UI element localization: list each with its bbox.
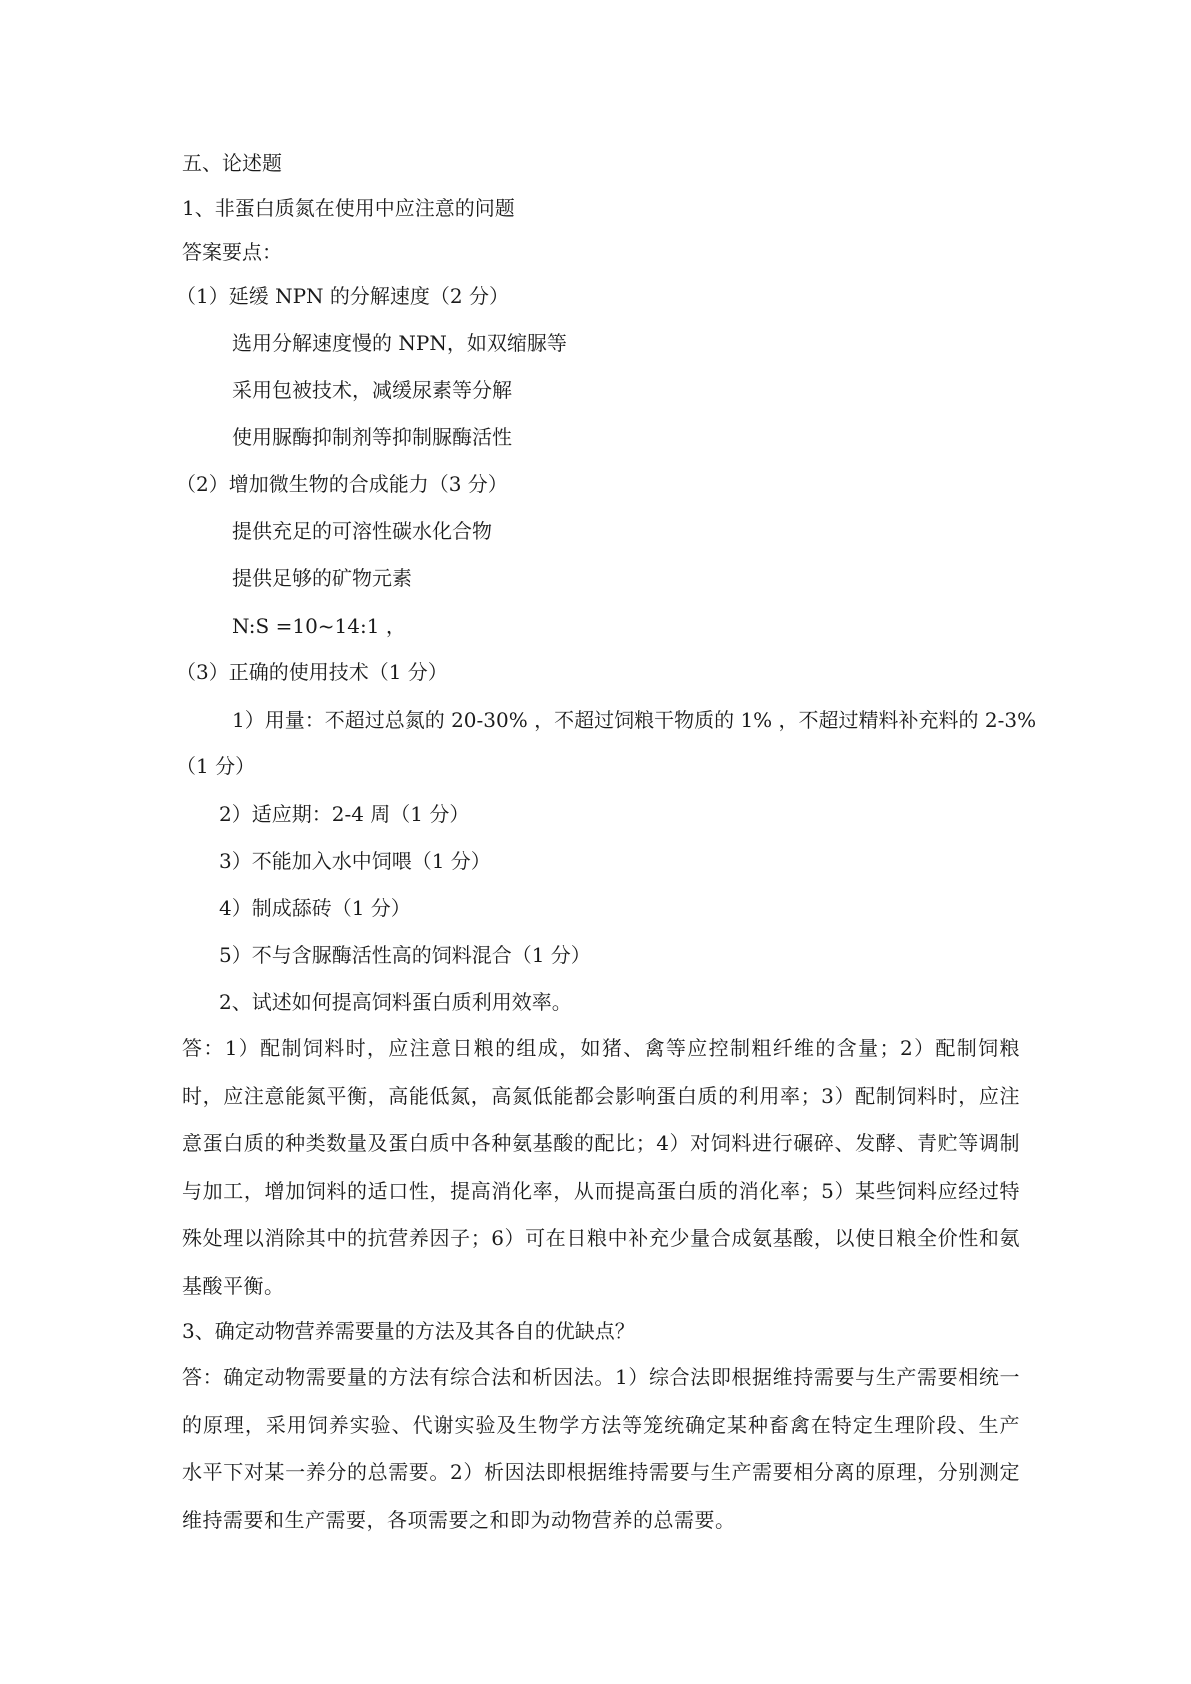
point-3-item: 4）制成舔砖（1 分）	[219, 896, 411, 920]
question-1-title: 1、非蛋白质氮在使用中应注意的问题	[182, 196, 515, 220]
answer-label: 答案要点：	[182, 240, 282, 264]
point-3-heading: （3）正确的使用技术（1 分）	[176, 660, 448, 684]
question-3-title: 3、确定动物营养需要量的方法及其各自的优缺点？	[182, 1319, 635, 1343]
point-1-item: 选用分解速度慢的 NPN，如双缩脲等	[232, 331, 567, 355]
point-3-item: 1）用量：不超过总氮的 20-30% ，不超过饲粮干物质的 1% ，不超过精料补充料的 2-3%	[232, 708, 1037, 732]
question-2-title: 2、试述如何提高饲料蛋白质利用效率。	[219, 990, 572, 1014]
point-1-item: 使用脲酶抑制剂等抑制脲酶活性	[232, 425, 512, 449]
point-3-item: 2）适应期：2-4 周（1 分）	[219, 802, 470, 826]
point-3-item: 3）不能加入水中饲喂（1 分）	[219, 849, 491, 873]
point-2-item: N:S =10~14:1 ，	[232, 614, 406, 638]
question-3-answer: 答：确定动物需要量的方法有综合法和析因法。1）综合法即根据维持需要与生产需要相统一的原理，采用饲养实验、代谢实验及生物学方法等笼统确定某种畜禽在特定生理阶段、生产水平下对某一养分的总需要。2）析因法即根据维持需要与生产需要相分离的原理，分别测定维持需要和生产需要，各项需要之和即为动物营养的总需要。	[182, 1365, 1020, 1532]
question-2-answer: 答：1）配制饲料时，应注意日粮的组成，如猪、禽等应控制粗纤维的含量；2）配制饲粮时，应注意能氮平衡，高能低氮，高氮低能都会影响蛋白质的利用率；3）配制饲料时，应注意蛋白质的种类数量及蛋白质中各种氨基酸的配比；4）对饲料进行碾碎、发酵、青贮等调制与加工，增加饲料的适口性，提高消化率，从而提高蛋白质的消化率；5）某些饲料应经过特殊处理以消除其中的抗营养因子；6）可在日粮中补充少量合成氨基酸，以使日粮全价性和氨基酸平衡。	[182, 1036, 1020, 1298]
point-1-heading: （1）延缓 NPN 的分解速度（2 分）	[176, 284, 509, 308]
point-1-item: 采用包被技术，减缓尿素等分解	[232, 378, 512, 402]
point-2-item: 提供足够的矿物元素	[232, 566, 412, 590]
point-3-item-continuation: （1 分）	[176, 754, 256, 778]
point-2-item: 提供充足的可溶性碳水化合物	[232, 519, 492, 543]
point-2-heading: （2）增加微生物的合成能力（3 分）	[176, 472, 508, 496]
point-3-item: 5）不与含脲酶活性高的饲料混合（1 分）	[219, 943, 591, 967]
section-title: 五、论述题	[182, 151, 282, 175]
